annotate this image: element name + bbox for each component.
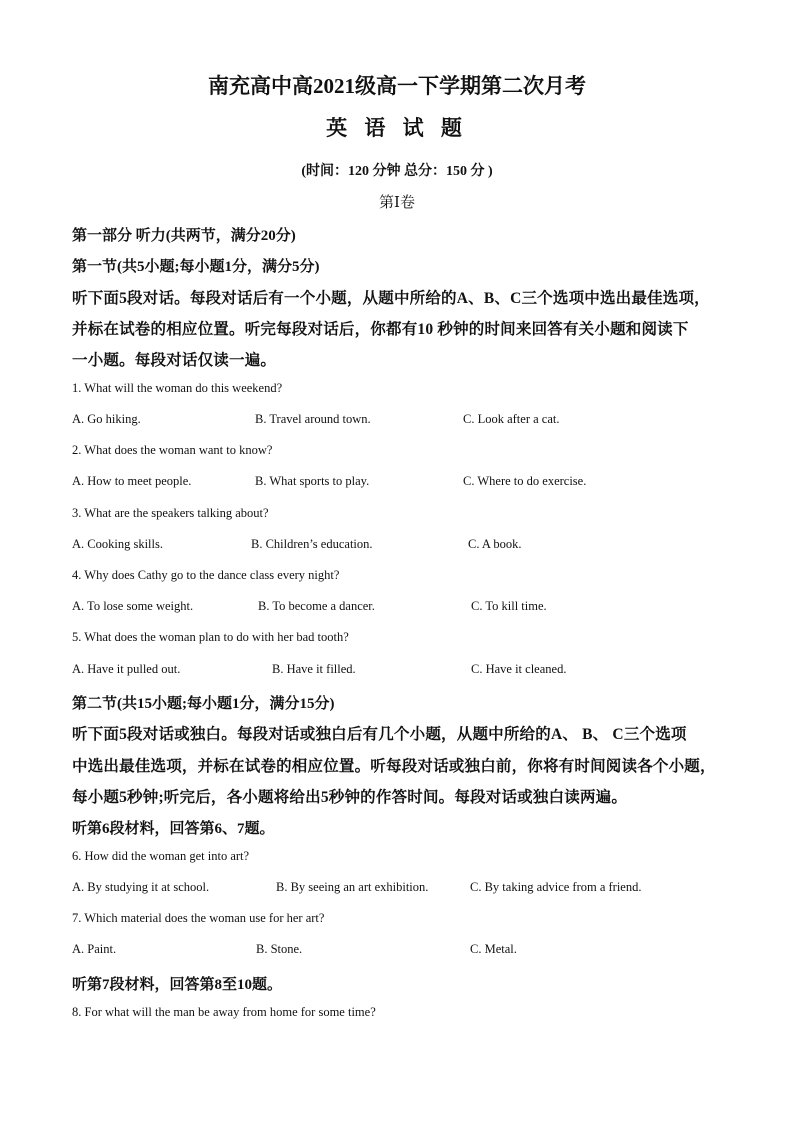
- option-c: C. Metal.: [470, 942, 517, 956]
- section1-heading: 第一节(共5小题;每小题1分，满分5分): [72, 259, 320, 275]
- volume-label: 第Ⅰ卷: [379, 195, 415, 211]
- question-3: 3. What are the speakers talking about?: [72, 506, 269, 520]
- option-b: B. Stone.: [256, 942, 303, 956]
- option-c: C. Have it cleaned.: [471, 662, 567, 676]
- option-a: A. Cooking skills.: [72, 537, 163, 551]
- option-c: C. Where to do exercise.: [463, 474, 587, 488]
- section2-instruction-line: 每小题5秒钟;听完后，各小题将给出5秒钟的作答时间。每段对话或独白读两遍。: [72, 789, 628, 806]
- question-5: 5. What does the woman plan to do with her bad tooth?: [72, 630, 349, 644]
- part1-heading: 第一部分 听力(共两节，满分20分): [72, 228, 296, 244]
- section2-instruction-line: 中选出最佳选项，并标在试卷的相应位置。听每段对话或独白前，你将有时间阅读各个小题，: [72, 758, 716, 775]
- section1-instruction-line: 并标在试卷的相应位置。听完每段对话后，你都有10 秒钟的时间来回答有关小题和阅读下: [72, 321, 689, 338]
- question-7: 7. Which material does the woman use for her art?: [72, 911, 325, 925]
- option-a: A. How to meet people.: [72, 474, 192, 488]
- exam-title: 南充高中高2021级高一下学期第二次月考: [208, 74, 586, 98]
- question-8: 8. For what will the man be away from home for some time?: [72, 1005, 376, 1019]
- option-b: B. To become a dancer.: [258, 599, 375, 613]
- option-c: C. To kill time.: [471, 599, 547, 613]
- option-b: B. Have it filled.: [272, 662, 356, 676]
- section2-instruction-line: 听下面5段对话或独白。每段对话或独白后有几个小题，从题中所给的A、 B、 C三个选项: [72, 726, 687, 743]
- option-b: B. What sports to play.: [255, 474, 370, 488]
- option-a: A. Paint.: [72, 942, 117, 956]
- option-a: A. To lose some weight.: [72, 599, 194, 613]
- question-2: 2. What does the woman want to know?: [72, 443, 273, 457]
- option-c: C. Look after a cat.: [463, 412, 560, 426]
- option-a: A. Have it pulled out.: [72, 662, 181, 676]
- section1-instruction-line: 听下面5段对话。每段对话后有一个小题，从题中所给的A、B、C三个选项中选出最佳选项，: [72, 290, 710, 307]
- time-info: (时间：120 分钟 总分：150 分 ): [301, 164, 493, 179]
- question-4: 4. Why does Cathy go to the dance class every night?: [72, 568, 340, 582]
- question-1: 1. What will the woman do this weekend?: [72, 381, 283, 395]
- option-c: C. A book.: [468, 537, 522, 551]
- option-c: C. By taking advice from a friend.: [470, 880, 642, 894]
- option-b: B. Travel around town.: [255, 412, 371, 426]
- section2-heading: 第二节(共15小题;每小题1分，满分15分): [72, 696, 335, 712]
- option-a: A. Go hiking.: [72, 412, 141, 426]
- option-a: A. By studying it at school.: [72, 880, 210, 894]
- option-b: B. Children’s education.: [251, 537, 373, 551]
- material-7-heading: 听第7段材料，回答第8至10题。: [72, 977, 283, 993]
- section1-instruction-line: 一小题。每段对话仅读一遍。: [72, 352, 277, 369]
- subject-title: 英 语 试 题: [326, 116, 468, 140]
- material-6-heading: 听第6段材料，回答第6、7题。: [72, 821, 275, 837]
- option-b: B. By seeing an art exhibition.: [276, 880, 429, 894]
- question-6: 6. How did the woman get into art?: [72, 849, 250, 863]
